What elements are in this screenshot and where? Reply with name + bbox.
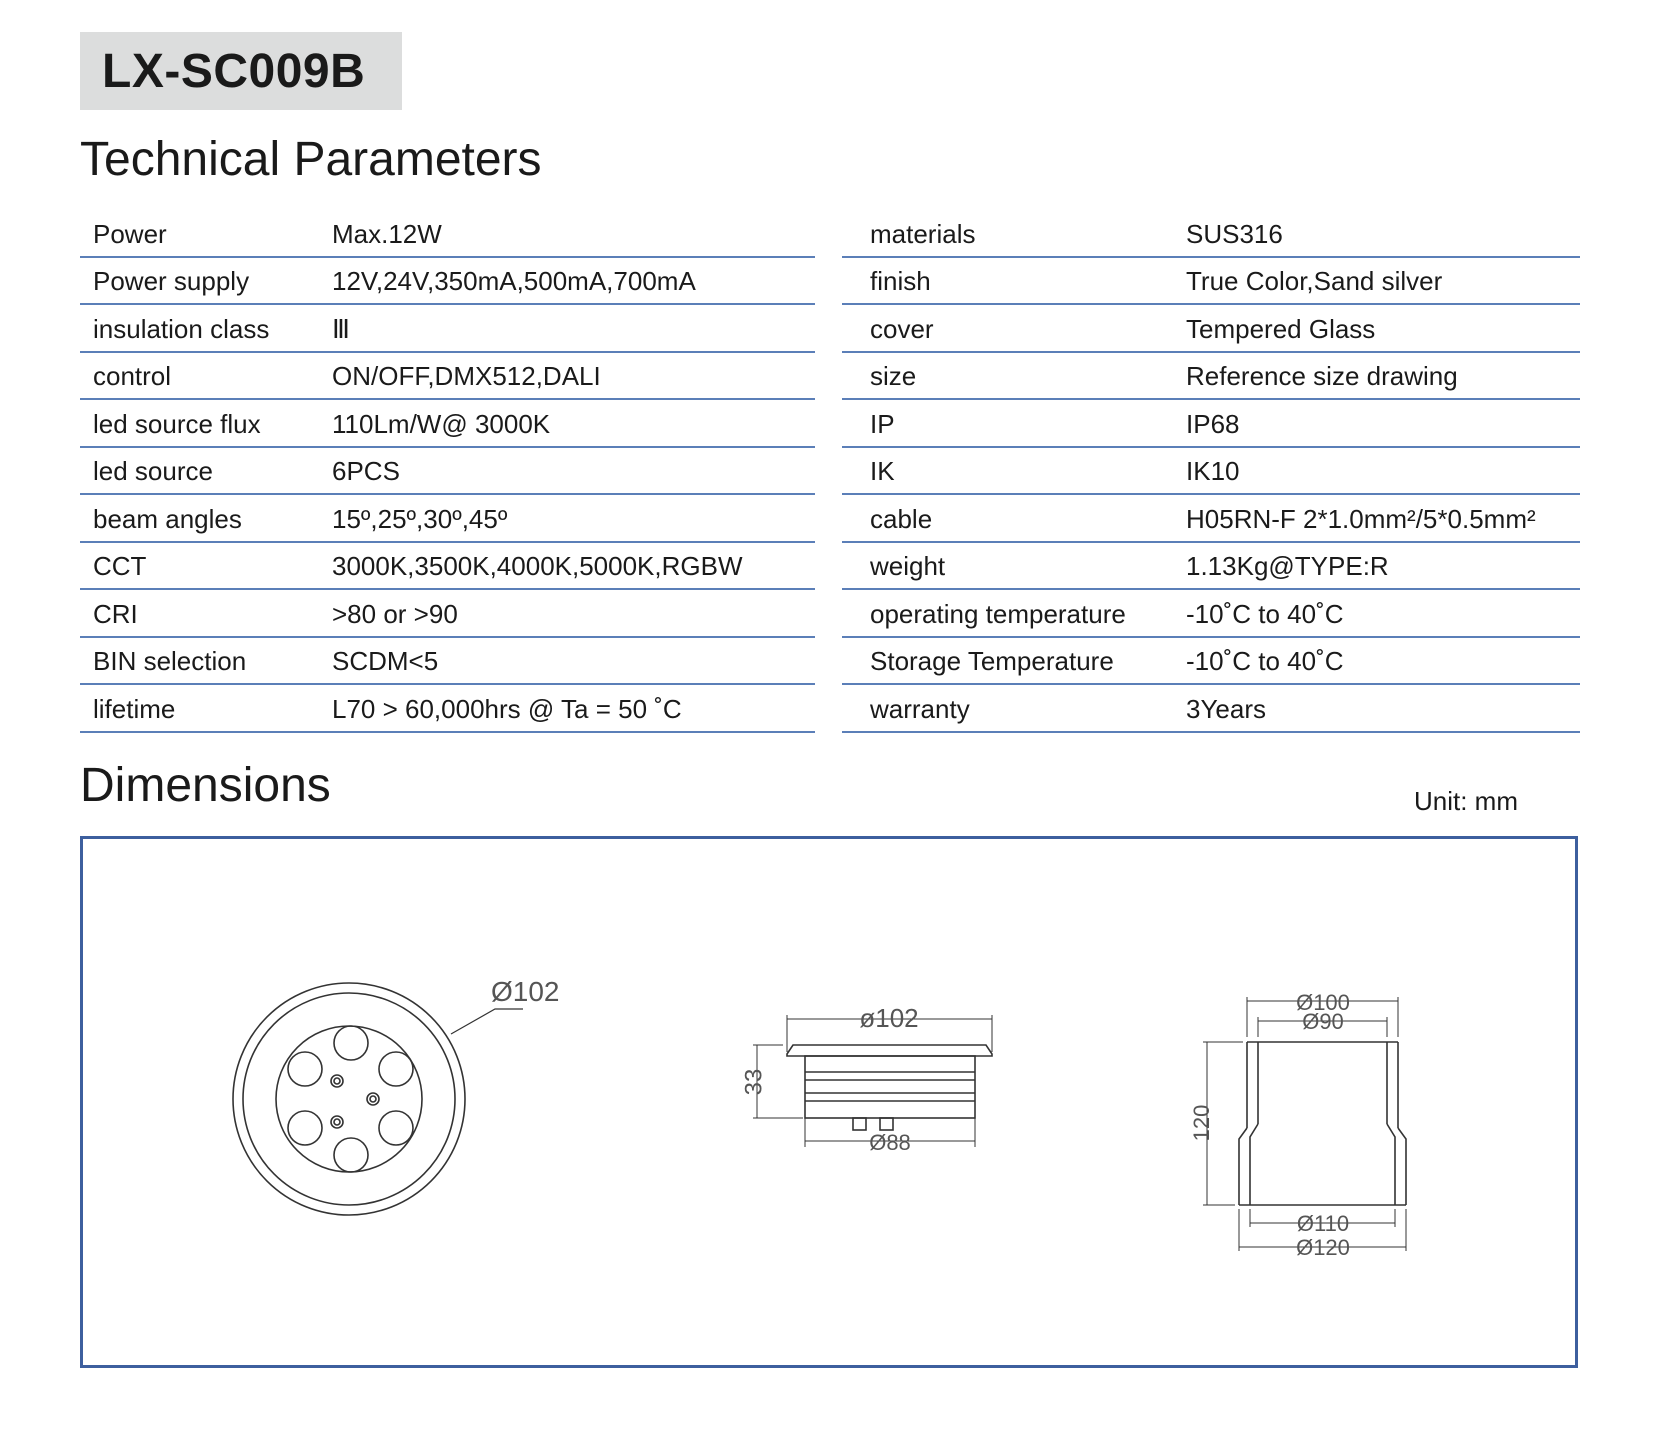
param-value: -10˚C to 40˚C bbox=[1186, 598, 1344, 629]
param-label: weight bbox=[870, 551, 946, 581]
param-row bbox=[842, 495, 1580, 543]
sleeve-inner-bottom-label: Ø110 bbox=[1296, 1211, 1350, 1236]
param-value: 15º,25º,30º,45º bbox=[332, 503, 508, 534]
param-row bbox=[842, 685, 1580, 733]
dimensions-heading: Dimensions bbox=[80, 759, 331, 812]
param-value: L70 > 60,000hrs @ Ta = 50 ˚C bbox=[332, 693, 682, 724]
param-label: BIN selection bbox=[93, 646, 247, 676]
param-label: IK bbox=[870, 456, 895, 486]
param-value: IK10 bbox=[1186, 456, 1240, 486]
side-view-height-label: 33 bbox=[740, 1068, 768, 1096]
param-value: -10˚C to 40˚C bbox=[1186, 646, 1344, 676]
model-badge bbox=[80, 32, 402, 110]
param-value: Ⅲ bbox=[332, 313, 350, 344]
top-view-diameter-label: Ø102 bbox=[491, 976, 560, 1007]
dimension-drawings bbox=[83, 839, 1575, 1365]
sleeve-inner-top-label: Ø90 bbox=[1302, 1009, 1344, 1034]
param-label: lifetime bbox=[93, 693, 176, 724]
technical-parameters-heading: Technical Parameters bbox=[80, 133, 542, 186]
param-label: cable bbox=[870, 503, 933, 534]
param-value: H05RN-F 2*1.0mm²/5*0.5mm² bbox=[1186, 503, 1536, 534]
param-row bbox=[80, 495, 815, 543]
param-label: Power bbox=[93, 218, 167, 249]
params-table-left bbox=[80, 210, 815, 733]
param-value: 1.13Kg@TYPE:R bbox=[1186, 551, 1389, 581]
param-row bbox=[80, 685, 815, 733]
unit-label: Unit: mm bbox=[1414, 786, 1518, 816]
param-row bbox=[842, 400, 1580, 448]
param-row bbox=[842, 590, 1580, 638]
param-row bbox=[80, 305, 815, 353]
param-label: Power supply bbox=[93, 266, 250, 296]
param-row bbox=[842, 305, 1580, 353]
param-row bbox=[80, 353, 815, 401]
param-row bbox=[80, 210, 815, 258]
param-row bbox=[80, 258, 815, 306]
param-row bbox=[842, 210, 1580, 258]
param-row bbox=[842, 543, 1580, 591]
param-label: CRI bbox=[93, 598, 138, 629]
param-label: operating temperature bbox=[870, 598, 1126, 629]
param-label: insulation class bbox=[93, 313, 270, 344]
param-value: Tempered Glass bbox=[1186, 313, 1376, 344]
param-label: beam angles bbox=[93, 503, 242, 534]
param-label: IP bbox=[870, 408, 895, 439]
param-value: >80 or >90 bbox=[332, 598, 458, 629]
param-row bbox=[80, 543, 815, 591]
param-label: control bbox=[93, 361, 172, 391]
param-value: 110Lm/W@ 3000K bbox=[332, 408, 551, 439]
param-label: cover bbox=[870, 313, 934, 344]
side-view-top-diameter-label: ø102 bbox=[859, 1003, 919, 1033]
param-row bbox=[80, 590, 815, 638]
param-row bbox=[842, 353, 1580, 401]
param-value: Max.12W bbox=[332, 218, 442, 249]
model-number: LX-SC009B bbox=[102, 45, 366, 98]
param-label: finish bbox=[870, 266, 931, 296]
param-row bbox=[842, 448, 1580, 496]
param-label: CCT bbox=[93, 551, 147, 581]
param-row bbox=[842, 258, 1580, 306]
sleeve-outer-bottom-label: Ø120 bbox=[1296, 1235, 1350, 1260]
param-value: SUS316 bbox=[1186, 218, 1283, 249]
dimensions-drawing-frame bbox=[80, 836, 1578, 1368]
param-value: True Color,Sand silver bbox=[1186, 266, 1443, 296]
param-label: led source flux bbox=[93, 408, 261, 439]
param-label: materials bbox=[870, 218, 976, 249]
param-row bbox=[80, 638, 815, 686]
side-view-bottom-diameter-label: Ø88 bbox=[869, 1130, 911, 1155]
param-value: SCDM<5 bbox=[332, 646, 439, 676]
top-view-drawing bbox=[233, 983, 523, 1215]
param-value: 3Years bbox=[1186, 693, 1266, 724]
param-value: ON/OFF,DMX512,DALI bbox=[332, 361, 601, 391]
param-row bbox=[842, 638, 1580, 686]
param-value: 3000K,3500K,4000K,5000K,RGBW bbox=[332, 551, 743, 581]
side-view-drawing bbox=[753, 1015, 992, 1147]
param-value: IP68 bbox=[1186, 408, 1240, 439]
sleeve-outer-top-label: Ø100 bbox=[1296, 990, 1350, 1015]
param-label: led source bbox=[93, 456, 213, 486]
param-value: 6PCS bbox=[332, 456, 400, 486]
param-row bbox=[80, 448, 815, 496]
param-label: Storage Temperature bbox=[870, 646, 1114, 676]
param-value: 12V,24V,350mA,500mA,700mA bbox=[332, 266, 696, 296]
params-table-right bbox=[842, 210, 1580, 733]
sleeve-height-label: 120 bbox=[1188, 1104, 1214, 1142]
param-label: warranty bbox=[870, 693, 970, 724]
param-label: size bbox=[870, 361, 917, 391]
param-value: Reference size drawing bbox=[1186, 361, 1458, 391]
param-row bbox=[80, 400, 815, 448]
